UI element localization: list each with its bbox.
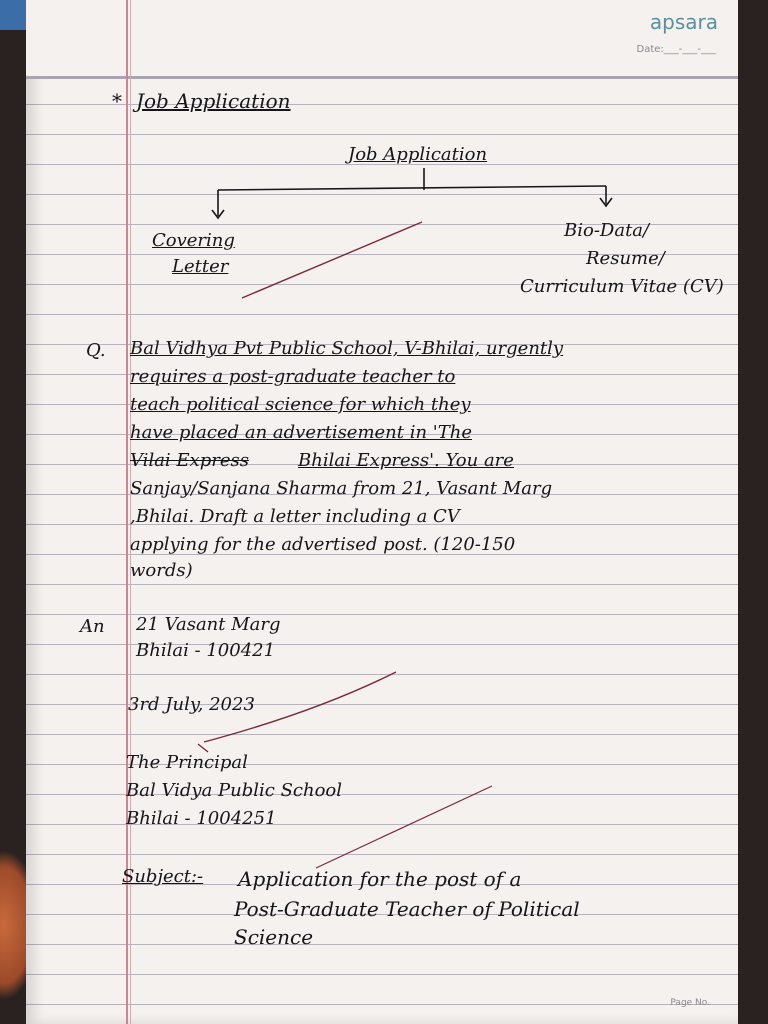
letter-date: 3rd July, 2023 — [128, 694, 255, 715]
question-line: have placed an advertisement in 'The — [130, 422, 472, 443]
sender-address-line2: Bhilai - 100421 — [136, 640, 276, 661]
question-line: ,Bhilai. Draft a letter including a CV — [130, 506, 460, 527]
question-line: words) — [130, 560, 193, 581]
page-number-label: Page No. — [670, 998, 710, 1008]
brand-logo: apsara — [649, 10, 718, 34]
question-line: teach political science for which they — [130, 394, 471, 415]
recipient-line2: Bal Vidya Public School — [126, 780, 342, 801]
heading-star: * — [112, 89, 122, 113]
question-struck-text: Vilai Express — [130, 450, 249, 471]
question-line: Bhilai Express'. You are — [298, 450, 514, 471]
sender-address-line1: 21 Vasant Marg — [136, 614, 281, 635]
page-title: Job Application — [136, 89, 291, 113]
diagram-root: Job Application — [348, 144, 488, 165]
page-header-area — [26, 0, 738, 76]
question-line: applying for the advertised post. (120-150 — [130, 534, 516, 555]
subject-line3: Science — [234, 925, 314, 949]
answer-label: An — [80, 616, 105, 637]
diagram-left-line1: Covering — [152, 230, 235, 251]
subject-label: Subject:- — [122, 866, 204, 887]
notebook-page — [26, 0, 738, 1024]
subject-line2: Post-Graduate Teacher of Political — [234, 897, 580, 921]
question-label: Q. — [86, 340, 106, 361]
subject-line1: Application for the post of a — [238, 867, 522, 891]
diagram-left-line2: Letter — [172, 256, 229, 277]
question-line: requires a post-graduate teacher to — [130, 366, 456, 387]
diagram-right-line3: Curriculum Vitae (CV) — [520, 276, 724, 297]
question-line: Bal Vidhya Pvt Public School, V-Bhilai, urgently — [130, 338, 564, 359]
recipient-line1: The Principal — [126, 752, 248, 773]
header-rule — [26, 76, 738, 79]
recipient-line3: Bhilai - 1004251 — [126, 808, 277, 829]
diagram-right-line2: Resume/ — [586, 248, 665, 269]
question-line: Sanjay/Sanjana Sharma from 21, Vasant Marg — [130, 478, 553, 499]
date-label: Date:___-___-___ — [636, 44, 716, 55]
diagram-right-line1: Bio-Data/ — [564, 220, 650, 241]
